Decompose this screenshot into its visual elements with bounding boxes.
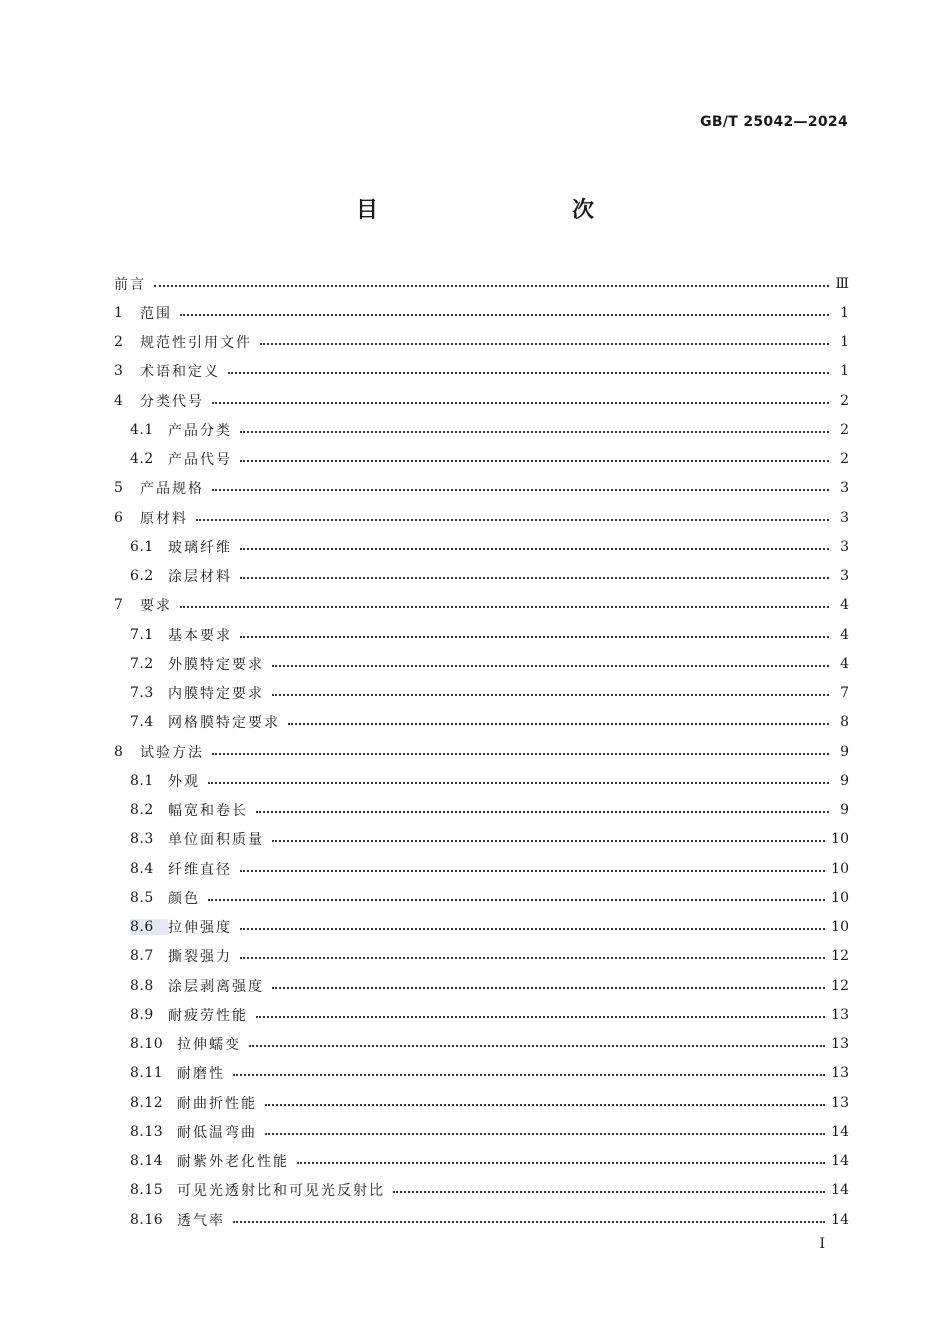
toc-entry-page: 8: [840, 714, 849, 731]
toc-entry-title: 分类代号: [140, 393, 204, 410]
toc-leader-dots: [265, 1090, 825, 1106]
toc-leader-dots: [256, 797, 829, 813]
toc-leader-dots: [212, 388, 829, 404]
toc-entry-title: 涂层材料: [168, 569, 232, 586]
toc-entry[interactable]: [114, 854, 849, 883]
toc-entry-page: 10: [831, 831, 849, 848]
toc-entry-page: 14: [831, 1123, 849, 1140]
toc-entry-page: 4: [840, 655, 849, 672]
toc-entry-number: 6.1: [130, 538, 154, 555]
toc-entry-title: 产品分类: [168, 422, 232, 439]
toc-entry-number: 8.9: [130, 1006, 154, 1023]
toc-entry-title: 产品代号: [168, 452, 232, 469]
toc-leader-dots: [240, 914, 825, 930]
toc-entry-number: 8.2: [130, 802, 154, 819]
toc-leader-dots: [208, 885, 825, 901]
toc-entry-title: 撕裂强力: [168, 949, 232, 966]
toc-entry[interactable]: [114, 591, 849, 620]
toc-entry-number: 2: [114, 334, 124, 351]
toc-entry-title: 可见光透射比和可见光反射比: [177, 1183, 385, 1200]
toc-entry[interactable]: [114, 708, 849, 737]
toc-entry-title: 外观: [168, 773, 200, 790]
toc-entry[interactable]: [114, 1030, 849, 1059]
toc-entry[interactable]: [114, 883, 849, 912]
toc-entry-page: Ⅲ: [835, 275, 849, 292]
toc-entry[interactable]: [114, 474, 849, 503]
toc-entry[interactable]: [114, 679, 849, 708]
toc-entry-title: 拉伸强度: [168, 920, 232, 937]
toc-entry-title: 颜色: [168, 890, 200, 907]
toc-leader-dots: [240, 417, 829, 433]
toc-entry[interactable]: [114, 328, 849, 357]
toc-entry-title: 耐磨性: [177, 1066, 225, 1083]
toc-entry[interactable]: [114, 298, 849, 327]
toc-entry-page: 14: [831, 1153, 849, 1170]
toc-entry-number: 3: [114, 363, 124, 380]
toc-entry-page: 2: [840, 392, 849, 409]
toc-entry[interactable]: [114, 913, 849, 942]
toc-entry-number: 8.5: [130, 889, 154, 906]
toc-entry-number: 8.13: [130, 1123, 164, 1140]
toc-entry-number: 8.16: [130, 1211, 164, 1228]
toc-entry-title: 基本要求: [168, 627, 232, 644]
toc-entry-number: 6.2: [130, 568, 154, 585]
toc-entry[interactable]: [114, 1059, 849, 1088]
toc-leader-dots: [196, 505, 829, 521]
toc-leader-dots: [288, 709, 829, 725]
toc-entry-number: 4: [114, 392, 124, 409]
toc-entry-number: 7.4: [130, 714, 154, 731]
toc-entry[interactable]: [114, 766, 849, 795]
toc-entry-title: 产品规格: [140, 481, 204, 498]
toc-entry[interactable]: [114, 1205, 849, 1234]
document-number: GB/T 25042—2024: [700, 114, 848, 130]
toc-entry-title: 玻璃纤维: [168, 539, 232, 556]
toc-entry-page: 10: [831, 860, 849, 877]
toc-entry-number: 4.2: [130, 451, 154, 468]
table-of-contents: [114, 269, 849, 1234]
toc-leader-dots: [272, 680, 829, 696]
toc-entry-page: 1: [840, 334, 849, 351]
toc-entry-number: 8.6: [130, 919, 168, 935]
toc-entry[interactable]: [114, 942, 849, 971]
toc-entry-number: 8: [114, 743, 124, 760]
toc-entry-number: 8.3: [130, 831, 154, 848]
toc-entry-page: 13: [831, 1094, 849, 1111]
toc-entry[interactable]: [114, 796, 849, 825]
toc-entry-number: 8.12: [130, 1094, 164, 1111]
toc-entry-number: 4.1: [130, 421, 154, 438]
toc-leader-dots: [249, 1031, 825, 1047]
toc-entry-title: 网格膜特定要求: [168, 715, 280, 732]
toc-entry[interactable]: [114, 415, 849, 444]
toc-leader-dots: [272, 826, 825, 842]
page-number: Ⅰ: [819, 1236, 825, 1252]
toc-entry[interactable]: [114, 737, 849, 766]
toc-leader-dots: [265, 1119, 825, 1135]
toc-entry-title: 外膜特定要求: [168, 656, 264, 673]
toc-entry-number: 5: [114, 480, 124, 497]
toc-entry-page: 3: [840, 509, 849, 526]
toc-entry-title: 幅宽和卷长: [168, 803, 248, 820]
toc-entry-page: 1: [840, 363, 849, 380]
toc-leader-dots: [240, 622, 829, 638]
toc-entry[interactable]: [114, 649, 849, 678]
toc-entry-page: 3: [840, 568, 849, 585]
toc-leader-dots: [233, 1060, 825, 1076]
toc-entry-title: 耐低温弯曲: [177, 1124, 257, 1141]
toc-entry[interactable]: [114, 1117, 849, 1146]
toc-entry-number: 7: [114, 597, 124, 614]
toc-leader-dots: [260, 329, 829, 345]
toc-entry-page: 13: [831, 1065, 849, 1082]
toc-entry[interactable]: [114, 825, 849, 854]
toc-entry-number: 8.15: [130, 1182, 164, 1199]
toc-entry-page: 3: [840, 538, 849, 555]
toc-leader-dots: [180, 592, 829, 608]
toc-entry-page: 10: [831, 919, 849, 936]
toc-entry-title: 纤维直径: [168, 861, 232, 878]
toc-entry-title: 要求: [140, 598, 172, 615]
toc-entry-page: 2: [840, 451, 849, 468]
toc-leader-dots: [240, 563, 829, 579]
toc-entry-title: 耐曲折性能: [177, 1095, 257, 1112]
toc-entry-title: 耐紫外老化性能: [177, 1154, 289, 1171]
toc-entry-page: 7: [840, 685, 849, 702]
toc-entry-number: 8.14: [130, 1153, 164, 1170]
toc-entry[interactable]: [114, 503, 849, 532]
toc-leader-dots: [233, 1207, 825, 1223]
toc-entry[interactable]: [114, 357, 849, 386]
toc-entry[interactable]: [114, 1147, 849, 1176]
toc-entry-number: 8.4: [130, 860, 154, 877]
toc-leader-dots: [154, 271, 829, 287]
toc-entry-title: 范围: [140, 305, 172, 322]
toc-entry-page: 9: [840, 772, 849, 789]
toc-leader-dots: [212, 475, 829, 491]
toc-entry[interactable]: [114, 1000, 849, 1029]
toc-entry-title: 耐疲劳性能: [168, 1007, 248, 1024]
toc-leader-dots: [212, 739, 829, 755]
toc-leader-dots: [240, 943, 825, 959]
toc-entry-page: 3: [840, 480, 849, 497]
toc-leader-dots: [240, 534, 829, 550]
toc-entry-number: 8.7: [130, 948, 154, 965]
toc-entry-page: 4: [840, 597, 849, 614]
toc-entry-title: 原材料: [140, 510, 188, 527]
toc-entry[interactable]: [114, 1088, 849, 1117]
toc-entry-title: 试验方法: [140, 744, 204, 761]
toc-leader-dots: [228, 358, 829, 374]
toc-entry-page: 12: [831, 948, 849, 965]
toc-entry-page: 14: [831, 1211, 849, 1228]
toc-entry-title: 涂层剥离强度: [168, 978, 264, 995]
toc-entry-title: 拉伸蠕变: [177, 1037, 241, 1054]
toc-entry-title: 规范性引用文件: [140, 335, 252, 352]
toc-entry-page: 10: [831, 889, 849, 906]
toc-leader-dots: [240, 856, 825, 872]
toc-entry-title: 单位面积质量: [168, 832, 264, 849]
toc-leader-dots: [240, 446, 829, 462]
toc-entry[interactable]: [114, 532, 849, 561]
toc-entry-page: 13: [831, 1006, 849, 1023]
toc-entry[interactable]: [114, 1176, 849, 1205]
toc-title: 目 次: [355, 198, 644, 223]
toc-entry-number: 8.8: [130, 977, 154, 994]
toc-leader-dots: [272, 651, 829, 667]
toc-leader-dots: [297, 1148, 825, 1164]
toc-entry-page: 2: [840, 421, 849, 438]
toc-entry-title: 透气率: [177, 1212, 225, 1229]
toc-entry-number: 8.1: [130, 772, 154, 789]
toc-entry-number: 8.11: [130, 1065, 164, 1082]
toc-entry[interactable]: [114, 445, 849, 474]
toc-entry-number: 7.2: [130, 655, 154, 672]
toc-entry[interactable]: [114, 386, 849, 415]
toc-entry-number: 7.1: [130, 626, 154, 643]
toc-entry[interactable]: [114, 562, 849, 591]
toc-entry[interactable]: [114, 971, 849, 1000]
toc-entry-number: 6: [114, 509, 124, 526]
toc-entry-number: 1: [114, 304, 124, 321]
toc-entry[interactable]: [114, 269, 849, 298]
toc-entry-title: 术语和定义: [140, 364, 220, 381]
toc-entry-page: 14: [831, 1182, 849, 1199]
toc-entry-title: 前言: [114, 276, 146, 293]
toc-leader-dots: [208, 768, 829, 784]
toc-entry-page: 1: [840, 304, 849, 321]
toc-entry[interactable]: [114, 620, 849, 649]
toc-leader-dots: [256, 1002, 825, 1018]
toc-entry-page: 13: [831, 1036, 849, 1053]
toc-entry-number: 8.10: [130, 1036, 164, 1053]
toc-entry-page: 9: [840, 743, 849, 760]
toc-leader-dots: [272, 973, 825, 989]
toc-entry-page: 4: [840, 626, 849, 643]
toc-leader-dots: [393, 1177, 825, 1193]
toc-entry-number: 7.3: [130, 685, 154, 702]
toc-entry-page: 9: [840, 802, 849, 819]
toc-entry-page: 12: [831, 977, 849, 994]
toc-entry-title: 内膜特定要求: [168, 686, 264, 703]
toc-leader-dots: [180, 300, 829, 316]
